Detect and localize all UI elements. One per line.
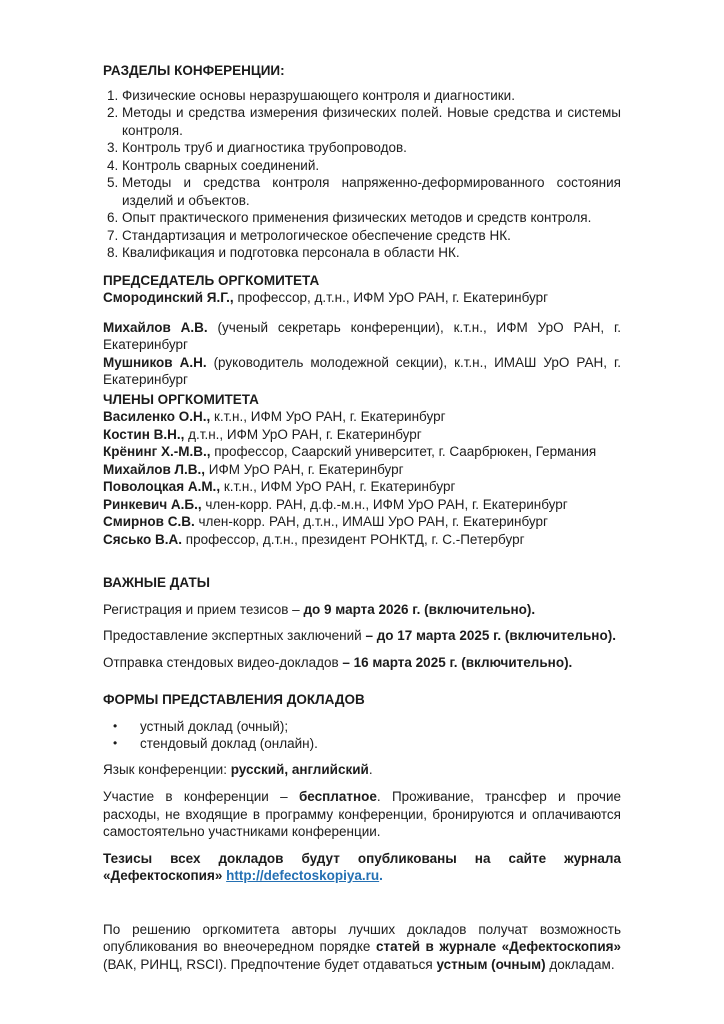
decision-oral-preference: устным (очным): [436, 956, 546, 972]
member-name: Костин В.Н.,: [103, 426, 185, 442]
participation-paragraph: [103, 788, 621, 841]
journal-site-link[interactable]: http://defectoskopiya.ru: [226, 868, 380, 883]
youth-leader-name: Мушников А.Н.: [103, 354, 207, 370]
section-item-2: 2. Методы и средства измерения физических полей. Новые средства и системы контроля.: [122, 104, 621, 139]
member-credentials: профессор, Саарский университет, г. Саарбрюкен, Германия: [210, 444, 597, 459]
committee-decision-paragraph: [103, 921, 621, 974]
member-name: Василенко О.Н.,: [103, 409, 211, 424]
conference-sections-heading: РАЗДЕЛЫ КОНФЕРЕНЦИИ:: [103, 63, 285, 78]
chairman-name: Смородинский Я.Г.,: [103, 290, 234, 305]
bullet-icon: •: [113, 736, 118, 750]
date-text: Отправка стендовых видео-докладов: [103, 654, 343, 670]
youth-section-line: [103, 354, 621, 389]
member-name: Поволоцкая А.М.,: [103, 479, 221, 494]
presentation-forms-list: [103, 718, 621, 753]
theses-period: .: [379, 868, 383, 883]
theses-publication-paragraph: [103, 850, 621, 885]
member-credentials: член-корр. РАН, д.ф.-м.н., ИФМ УрО РАН, г. Екатеринбург: [201, 496, 568, 512]
date-line-registration: [103, 601, 621, 619]
section-item-8: 8. Квалификация и подготовка персонала в области НК.: [122, 244, 621, 262]
presentation-forms-heading: ФОРМЫ ПРЕДСТАВЛЕНИЯ ДОКЛАДОВ: [103, 692, 365, 707]
bullet-item-poster: [113, 735, 621, 753]
member-line: [103, 426, 621, 444]
section-item-6: 6. Опыт практического применения физических методов и средств контроля.: [122, 209, 621, 227]
secretary-credentials: (ученый секретарь конференции), к.т.н., ИФМ УрО РАН, г. Екатеринбург: [103, 319, 621, 352]
member-line: [103, 531, 621, 549]
member-name: Михайлов Л.В.,: [103, 461, 206, 477]
language-label: Язык конференции:: [103, 761, 231, 777]
participation-details: . Проживание, трансфер и прочие расходы, не входящие в программу конференции, бронируются и оплачиваются самостоятельно участниками конференции.: [103, 789, 621, 839]
member-name: Крёнинг Х.-М.В.,: [103, 444, 211, 459]
section-item-7: 7. Стандартизация и метрологическое обеспечение средств НК.: [122, 227, 621, 245]
language-line: [103, 761, 621, 779]
decision-articles: статей в журнале «Дефектоскопия»: [375, 939, 622, 954]
member-line: [103, 496, 621, 514]
theses-text: Тезисы всех докладов будут опубликованы на сайте журнала «Дефектоскопия»: [103, 850, 621, 883]
participation-free: бесплатное: [298, 789, 377, 804]
date-deadline: до 9 марта 2026 г. (включительно).: [303, 601, 536, 617]
date-deadline: – до 17 марта 2025 г. (включительно).: [365, 628, 616, 643]
bullet-text: устный доклад (очный);: [140, 718, 289, 734]
member-credentials: к.т.н., ИФМ УрО РАН, г. Екатеринбург: [220, 479, 456, 494]
secretary-name: Михайлов А.В.: [103, 319, 208, 335]
date-line-expert: [103, 627, 621, 645]
member-credentials: ИФМ УрО РАН, г. Екатеринбург: [205, 461, 404, 477]
important-dates-heading: ВАЖНЫЕ ДАТЫ: [103, 575, 210, 590]
section-item-3: 3. Контроль труб и диагностика трубопроводов.: [122, 139, 621, 157]
section-item-1: 1. Физические основы неразрушающего контроля и диагностики.: [122, 87, 621, 105]
member-line: [103, 478, 621, 496]
member-line: [103, 408, 621, 426]
language-period: .: [368, 761, 373, 777]
member-name: Смирнов С.В.: [103, 514, 195, 529]
member-credentials: д.т.н., ИФМ УрО РАН, г. Екатеринбург: [184, 426, 422, 442]
members-heading: ЧЛЕНЫ ОРГКОМИТЕТА: [103, 391, 259, 407]
decision-text: По решению оргкомитета авторы лучших докладов получат возможность опубликования во внеочередном порядке: [103, 921, 621, 954]
member-name: Ринкевич А.Б.,: [103, 496, 202, 512]
bullet-text: стендовый доклад (онлайн).: [140, 736, 318, 751]
member-credentials: член-корр. РАН, д.т.н., ИМАШ УрО РАН, г. Екатеринбург: [194, 514, 548, 529]
date-deadline: – 16 марта 2025 г. (включительно).: [342, 654, 573, 670]
bullet-item-oral: [113, 718, 621, 736]
section-item-4: 4. Контроль сварных соединений.: [122, 157, 621, 175]
member-name: Сясько В.А.: [103, 531, 183, 547]
date-text: Регистрация и прием тезисов –: [103, 601, 304, 617]
decision-tail: докладам.: [545, 956, 615, 972]
youth-leader-credentials: (руководитель молодежной секции), к.т.н., ИМАШ УрО РАН, г. Екатеринбург: [103, 354, 621, 387]
section-item-5: 5. Методы и средства контроля напряженно-деформированного состояния изделий и объектов.: [122, 174, 621, 209]
member-credentials: к.т.н., ИФМ УрО РАН, г. Екатеринбург: [210, 409, 446, 424]
member-line: [103, 443, 621, 461]
member-line: [103, 513, 621, 531]
participation-text: Участие в конференции –: [103, 789, 299, 804]
date-line-video: [103, 654, 621, 672]
decision-indexes: (ВАК, РИНЦ, RSCI). Предпочтение будет отдаваться: [103, 956, 437, 972]
bullet-icon: •: [113, 718, 118, 733]
chairman-credentials: профессор, д.т.н., ИФМ УрО РАН, г. Екатеринбург: [233, 290, 549, 305]
date-text: Предоставление экспертных заключений: [103, 628, 366, 643]
chairman-heading: ПРЕДСЕДАТЕЛЬ ОРГКОМИТЕТА: [103, 272, 320, 288]
conference-sections-list: [103, 87, 621, 262]
chairman-line: [103, 289, 621, 307]
secretary-line: [103, 319, 621, 354]
member-credentials: профессор, д.т.н., президент РОНКТД, г. С.-Петербург: [182, 531, 525, 547]
member-line: [103, 461, 621, 479]
language-values: русский, английский: [230, 761, 369, 777]
